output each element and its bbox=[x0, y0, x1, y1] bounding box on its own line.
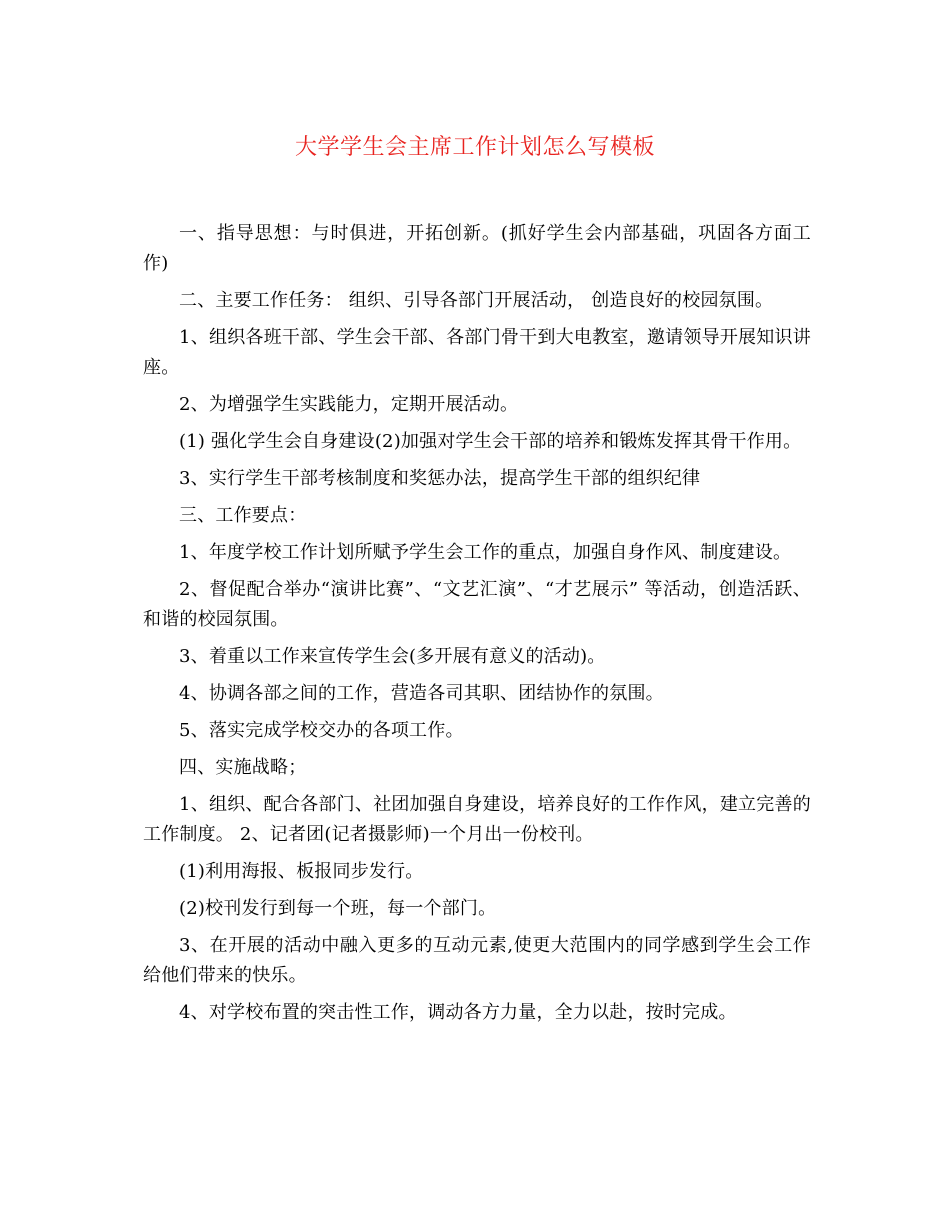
paragraph: 2、为增强学生实践能力，定期开展活动。 bbox=[179, 394, 519, 415]
document-body bbox=[143, 219, 811, 1035]
paragraph: 1、年度学校工作计划所赋予学生会工作的重点，加强自身作风、制度建设。 bbox=[179, 542, 792, 563]
paragraph: 一、指导思想：与时俱进，开拓创新。(抓好学生会内部基础，巩固各方面工作) bbox=[143, 223, 811, 274]
paragraph: 3、在开展的活动中融入更多的互动元素,使更大范围内的同学感到学生会工作给他们带来的快乐。 bbox=[143, 935, 811, 986]
paragraph: 四、实施战略； bbox=[179, 757, 307, 778]
paragraph: 4、协调各部之间的工作，营造各司其职、团结协作的氛围。 bbox=[179, 683, 664, 704]
document-title: 大学学生会主席工作计划怎么写模板 bbox=[294, 135, 655, 160]
paragraph: 1、组织各班干部、学生会干部、各部门骨干到大电教室，邀请领导开展知识讲座。 bbox=[143, 327, 811, 378]
paragraph: 二、主要工作任务： 组织、引导各部门开展活动， 创造良好的校园氛围。 bbox=[179, 290, 774, 311]
paragraph: (1) 强化学生会自身建设(2)加强对学生会干部的培养和锻炼发挥其骨干作用。 bbox=[179, 431, 802, 452]
paragraph: (1)利用海报、板报同步发行。 bbox=[179, 861, 424, 882]
paragraph: (2)校刊发行到每一个班，每一个部门。 bbox=[179, 898, 497, 919]
paragraph: 2、督促配合举办“演讲比赛”、“文艺汇演”、“才艺展示” 等活动，创造活跃、和谐的校园氛围。 bbox=[143, 579, 811, 630]
paragraph: 3、实行学生干部考核制度和奖惩办法，提高学生干部的组织纪律 bbox=[179, 468, 701, 489]
paragraph: 1、组织、配合各部门、社团加强自身建设，培养良好的工作作风，建立完善的工作制度。 2、记者团(记者摄影师)一个月出一份校刊。 bbox=[143, 794, 811, 845]
paragraph: 3、着重以工作来宣传学生会(多开展有意义的活动)。 bbox=[179, 646, 606, 667]
paragraph: 三、工作要点： bbox=[179, 505, 307, 526]
paragraph: 5、落实完成学校交办的各项工作。 bbox=[179, 720, 464, 741]
paragraph: 4、对学校布置的突击性工作，调动各方力量，全力以赴，按时完成。 bbox=[179, 1002, 737, 1023]
